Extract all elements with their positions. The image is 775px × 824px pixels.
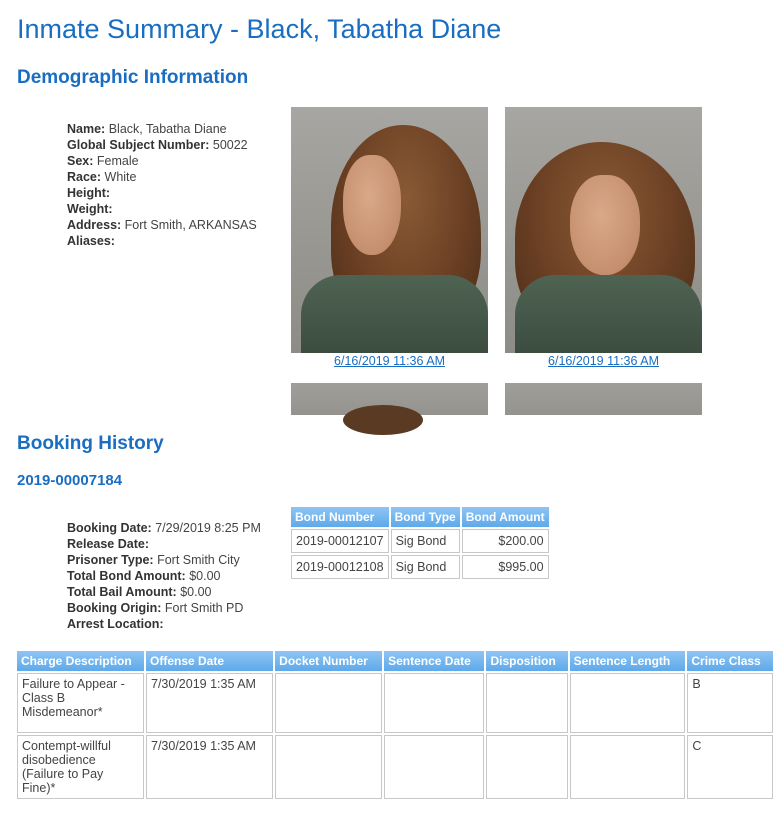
field-total-bond-amount: Total Bond Amount: $0.00 [67,569,221,583]
field-arrest-location: Arrest Location: [67,617,164,631]
table-row [291,555,549,579]
booking-number: 2019-00007184 [17,472,123,489]
docket-number-cell [275,735,382,799]
table-row [291,529,549,553]
charge-description-cell: Failure to Appear - Class B Misdemeanor* [17,673,144,733]
field-aliases: Aliases: [67,234,115,248]
demographic-fields [67,121,257,249]
mugshot-profile-date-link[interactable]: 6/16/2019 11:36 AM [334,354,445,368]
bond-amount-cell: $995.00 [462,555,549,579]
demographic-section-title: Demographic Information [17,67,249,88]
docket-number-header: Docket Number [275,651,382,671]
bond-table [289,505,551,581]
booking-fields [67,520,261,632]
table-row [17,735,773,799]
bond-type-cell: Sig Bond [391,555,460,579]
field-height: Height: [67,186,111,200]
bond-table-header-row [291,507,549,527]
bond-amount-header: Bond Amount [462,507,549,527]
booking-history-section-title: Booking History [17,433,164,454]
offense-date-header: Offense Date [146,651,273,671]
sentence-date-header: Sentence Date [384,651,484,671]
sentence-length-header: Sentence Length [570,651,686,671]
field-race: Race: White [67,170,137,184]
mugshot-thumbnail[interactable] [291,383,488,415]
mugshot-profile-photo[interactable] [291,107,488,353]
bond-number-header: Bond Number [291,507,389,527]
photo-face [570,175,640,275]
mugshot-front-photo[interactable] [505,107,702,353]
field-total-bail-amount: Total Bail Amount: $0.00 [67,585,212,599]
charge-description-cell: Contempt-willful disobedience (Failure to Pay Fine)* [17,735,144,799]
charge-table-header-row [17,651,773,671]
field-global-subject-number: Global Subject Number: 50022 [67,138,248,152]
charge-table-container [15,649,761,801]
field-sex: Sex: Female [67,154,139,168]
docket-number-cell [275,673,382,733]
disposition-header: Disposition [486,651,567,671]
bond-number-cell: 2019-00012107 [291,529,389,553]
bond-number-cell: 2019-00012108 [291,555,389,579]
crime-class-header: Crime Class [687,651,773,671]
page-title: Inmate Summary - Black, Tabatha Diane [17,14,502,44]
bond-type-cell: Sig Bond [391,529,460,553]
photo-shirt [301,275,488,353]
sentence-length-cell [570,735,686,799]
field-release-date: Release Date: [67,537,149,551]
crime-class-cell: B [687,673,773,733]
bond-amount-cell: $200.00 [462,529,549,553]
photo-face [343,155,401,255]
table-row [17,673,773,733]
field-address: Address: Fort Smith, ARKANSAS [67,218,257,232]
field-booking-date: Booking Date: 7/29/2019 8:25 PM [67,521,261,535]
mugshot-thumbnail[interactable] [505,383,702,415]
disposition-cell [486,735,567,799]
photo-hair [343,405,423,435]
sentence-date-cell [384,735,484,799]
mugshot-front-date-link[interactable]: 6/16/2019 11:36 AM [548,354,659,368]
charge-table [15,649,775,801]
sentence-date-cell [384,673,484,733]
field-weight: Weight: [67,202,113,216]
field-name: Name: Black, Tabatha Diane [67,122,227,136]
crime-class-cell: C [687,735,773,799]
bond-type-header: Bond Type [391,507,460,527]
field-booking-origin: Booking Origin: Fort Smith PD [67,601,244,615]
disposition-cell [486,673,567,733]
offense-date-cell: 7/30/2019 1:35 AM [146,673,273,733]
sentence-length-cell [570,673,686,733]
offense-date-cell: 7/30/2019 1:35 AM [146,735,273,799]
charge-description-header: Charge Description [17,651,144,671]
photo-shirt [515,275,702,353]
field-prisoner-type: Prisoner Type: Fort Smith City [67,553,240,567]
